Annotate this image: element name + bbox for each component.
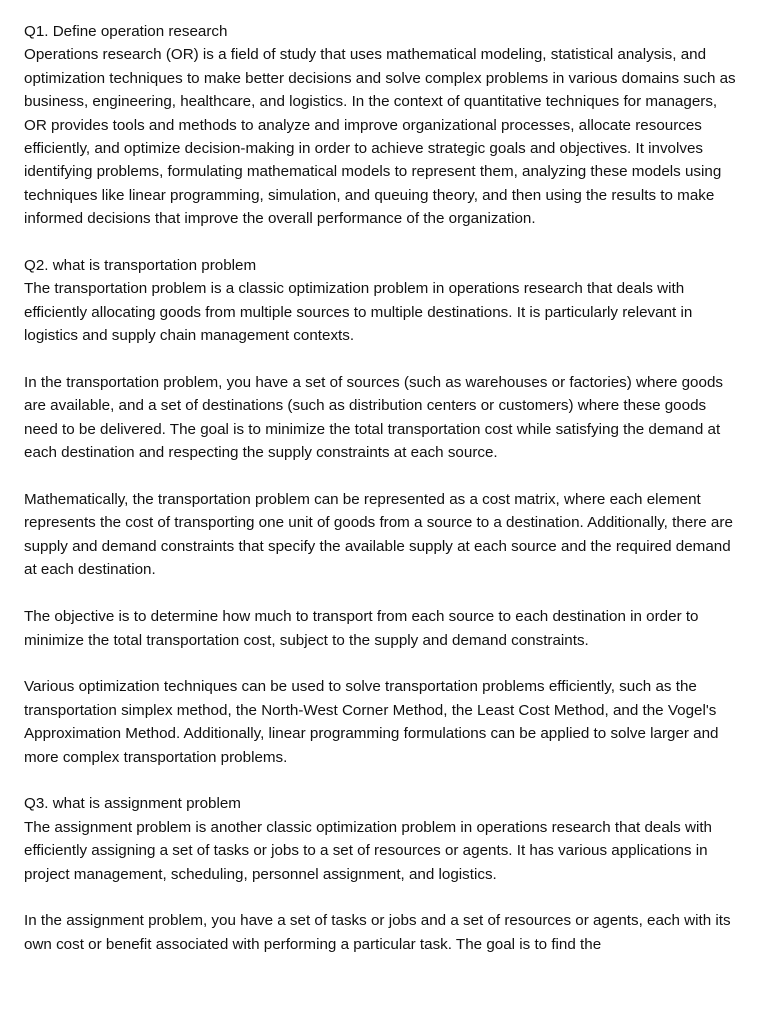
answer-paragraph: In the assignment problem, you have a set of tasks or jobs and a set of resources or agents, each with its own cost or benefit associated with performing a particular task. The goal is to find the <box>24 912 731 953</box>
question-title: Q3. what is assignment problem <box>24 795 241 813</box>
answer-paragraph: In the transportation problem, you have a set of sources (such as warehouses or factories) where goods are available, and a set of destinations (such as distribution centers or customers) where these goods need to be delivered. The goal is to minimize the total transportation cost while satisfying the demand at each destination and respecting the supply constraints at each source. <box>24 374 723 462</box>
answer-paragraph: The objective is to determine how much to transport from each source to each destination in order to minimize the total transportation cost, subject to the supply and demand constraints. <box>24 608 699 649</box>
answer-paragraph: Mathematically, the transportation problem can be represented as a cost matrix, where each element represents the cost of transporting one unit of goods from a source to a destination. Additionally, there are supply and demand constraints that specify the available supply at each source and the required demand at each destination. <box>24 491 733 579</box>
section-q1 <box>24 20 740 231</box>
answer-paragraph: Various optimization techniques can be used to solve transportation problems efficiently, such as the transportation simplex method, the North-West Corner Method, the Least Cost Method, and the Vogel's Approximation Method. Additionally, linear programming formulations can be applied to solve larger and more complex transportation problems. <box>24 678 719 766</box>
question-title: Q1. Define operation research <box>24 23 228 40</box>
section-q3 <box>24 792 740 956</box>
answer-paragraph: The assignment problem is another classic optimization problem in operations research that deals with efficiently assigning a set of tasks or jobs to a set of resources or agents. It has various applications in project management, scheduling, personnel assignment, and logistics. <box>24 818 712 883</box>
question-title: Q2. what is transportation problem <box>24 257 257 275</box>
answer-paragraph: The transportation problem is a classic optimization problem in operations research that deals with efficiently allocating goods from multiple sources to multiple destinations. It is particularly relevant in logistics and supply chain management contexts. <box>24 280 693 345</box>
section-q2 <box>24 254 740 769</box>
answer-paragraph: Operations research (OR) is a field of study that uses mathematical modeling, statistical analysis, and optimization techniques to make better decisions and solve complex problems in various domains such as business, engineering, healthcare, and logistics. In the context of quantitative techniques for managers, OR provides tools and methods to analyze and improve organizational processes, allocate resources efficiently, and optimize decision-making in order to achieve strategic goals and objectives. It involves identifying problems, formulating mathematical models to represent them, analyzing these models using techniques like linear programming, simulation, and queuing theory, and then using the results to make informed decisions that improve the overall performance of the organization. <box>24 46 736 228</box>
